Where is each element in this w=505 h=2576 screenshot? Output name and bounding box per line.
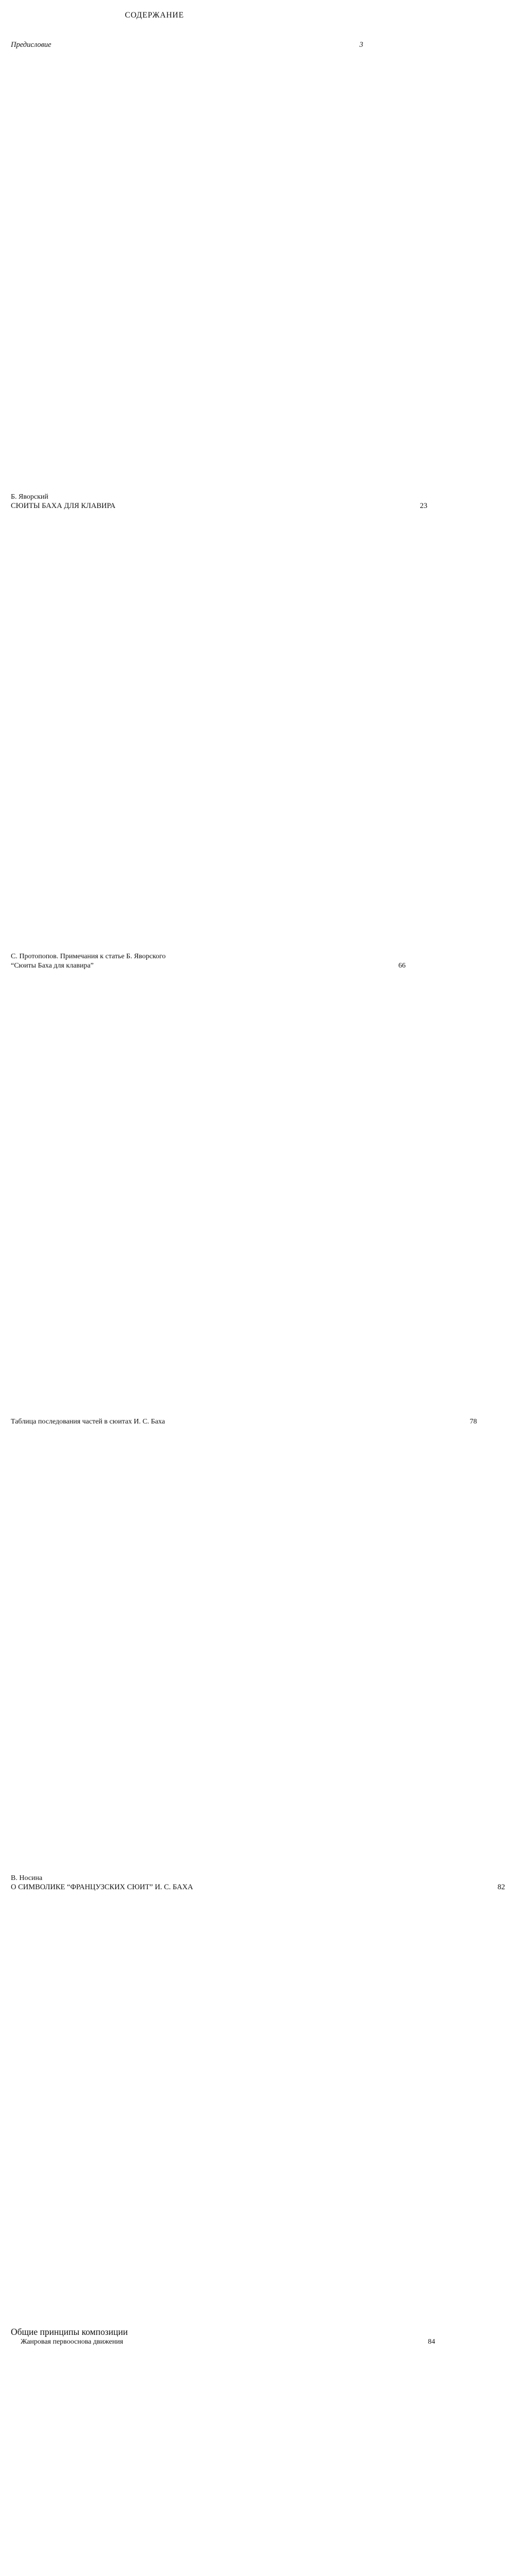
toc-entry-label: СЮИТЫ БАХА ДЛЯ КЛАВИРА [11,502,116,510]
toc-entry-label: Жанровая первооснова движения [21,2337,124,2346]
spacer [11,1413,288,1418]
toc-section-general-principles [11,2327,436,2576]
toc-entry-label: О СИМВОЛИКЕ “ФРАНЦУЗСКИХ СЮИТ” И. С. БАХА [11,1883,193,1891]
toc-section-heading: Общие принципы композиции [11,2327,128,2337]
spacer [11,1870,288,1875]
toc-entry-line-2[interactable] [11,962,406,1403]
toc-entry-author: В. Носина [11,1874,43,1882]
toc-entry-preface[interactable] [11,41,363,482]
toc-page-number: 84 [428,2337,436,2346]
page-title: СОДЕРЖАНИЕ [125,11,184,20]
toc-entry-label: Предисловие [11,41,51,49]
toc-entry-list [0,41,505,2576]
toc-entry-table-of-parts[interactable] [11,1418,477,1859]
toc-subitem[interactable] [21,2337,436,2576]
toc-entry-yavorsky[interactable] [11,493,428,943]
toc-page-number: 82 [497,1883,505,1891]
toc-page-number: 23 [420,502,428,510]
toc-entry-nosina[interactable] [11,1874,505,2324]
toc-page-number: 3 [359,41,363,49]
toc-entry-label: “Сюиты Баха для клавира” [11,962,94,970]
toc-entry-protopopov[interactable] [11,953,406,1403]
toc-subitem-list [11,2337,436,2576]
toc-entry-line-1: С. Протопопов. Примечания к статье Б. Яворского [11,953,166,960]
toc-entry-author: Б. Яворский [11,493,48,501]
toc-page-number: 66 [398,962,406,970]
toc-entry-work[interactable] [11,1883,505,2324]
toc-entry-label: Таблица последования частей в сюитах И. С. Баха [11,1418,165,1426]
toc-entry-work[interactable] [11,502,428,943]
toc-page-number: 78 [469,1418,477,1426]
